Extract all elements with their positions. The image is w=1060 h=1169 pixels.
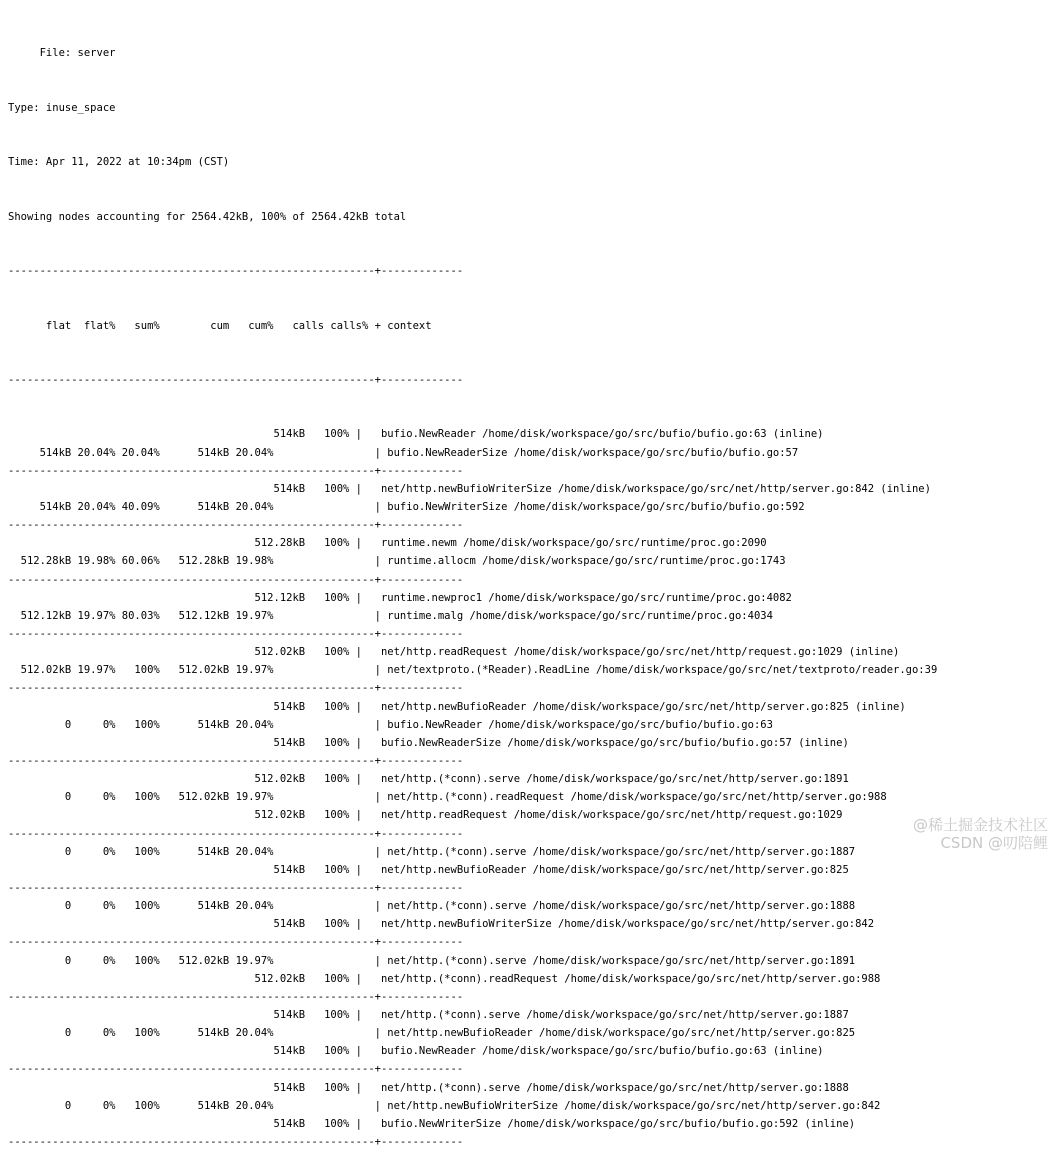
separator-line: ----------------------------------------------------------+------------- bbox=[8, 464, 464, 477]
node-line: 512.12kB 100% | runtime.newproc1 /home/disk/workspace/go/src/runtime/proc.go:4082 bbox=[8, 591, 792, 604]
node-line: 512.02kB 100% | net/http.(*conn).readRequest /home/disk/workspace/go/src/net/http/server.go:988 bbox=[8, 972, 881, 985]
node-line: 0 0% 100% 514kB 20.04% | net/http.(*conn).serve /home/disk/workspace/go/src/net/http/server.go:1887 bbox=[8, 845, 856, 858]
node-group bbox=[8, 1079, 1056, 1152]
node-line: 0 0% 100% 514kB 20.04% | bufio.NewReader /home/disk/workspace/go/src/bufio/bufio.go:63 bbox=[8, 718, 773, 731]
pprof-output bbox=[8, 8, 1056, 1169]
node-line: 512.02kB 100% | net/http.readRequest /home/disk/workspace/go/src/net/http/request.go:1029 bbox=[8, 809, 843, 822]
header-type: Type: inuse_space bbox=[8, 101, 116, 114]
node-line: 0 0% 100% 512.02kB 19.97% | net/http.(*conn).readRequest /home/disk/workspace/go/src/net/http/server.go:988 bbox=[8, 791, 887, 804]
watermark-line-2: CSDN @叨陪鲤 bbox=[940, 834, 1048, 852]
node-line: 512.02kB 100% | net/http.readRequest /home/disk/workspace/go/src/net/http/request.go:1029 (inline) bbox=[8, 646, 900, 659]
node-group bbox=[8, 897, 1056, 951]
separator-line: ----------------------------------------------------------+------------- bbox=[8, 682, 464, 695]
header-showing: Showing nodes accounting for 2564.42kB, 100% of 2564.42kB total bbox=[8, 210, 407, 223]
node-line: 514kB 100% | net/http.(*conn).serve /home/disk/workspace/go/src/net/http/server.go:1888 bbox=[8, 1081, 849, 1094]
node-line: 0 0% 100% 514kB 20.04% | net/http.(*conn).serve /home/disk/workspace/go/src/net/http/server.go:1888 bbox=[8, 900, 856, 913]
node-line: 514kB 100% | bufio.NewReader /home/disk/workspace/go/src/bufio/bufio.go:63 (inline) bbox=[8, 428, 824, 441]
node-line: 514kB 100% | net/http.newBufioReader /home/disk/workspace/go/src/net/http/server.go:825 (inline) bbox=[8, 700, 906, 713]
watermark-line-1: @稀土掘金技术社区 bbox=[912, 816, 1048, 834]
separator-line: ----------------------------------------------------------+------------- bbox=[8, 990, 464, 1003]
node-line: 514kB 100% | bufio.NewReader /home/disk/workspace/go/src/bufio/bufio.go:63 (inline) bbox=[8, 1045, 824, 1058]
node-line: 514kB 100% | bufio.NewWriterSize /home/disk/workspace/go/src/bufio/bufio.go:592 (inline) bbox=[8, 1117, 856, 1130]
node-group bbox=[8, 952, 1056, 1006]
node-line: 514kB 100% | net/http.(*conn).serve /home/disk/workspace/go/src/net/http/server.go:1887 bbox=[8, 1008, 849, 1021]
node-group bbox=[8, 698, 1056, 771]
node-group bbox=[8, 589, 1056, 643]
node-line: 512.12kB 19.97% 80.03% 512.12kB 19.97% | runtime.malg /home/disk/workspace/go/src/runtime/proc.go:4034 bbox=[8, 609, 773, 622]
node-line: 514kB 100% | net/http.newBufioWriterSize /home/disk/workspace/go/src/net/http/server.go:842 (inline) bbox=[8, 482, 931, 495]
node-line: 0 0% 100% 514kB 20.04% | net/http.newBufioWriterSize /home/disk/workspace/go/src/net/http/server.go:842 bbox=[8, 1099, 881, 1112]
node-line: 512.02kB 19.97% 100% 512.02kB 19.97% | net/textproto.(*Reader).ReadLine /home/disk/workspace/go/src/net/textproto/reader.go:39 bbox=[8, 664, 938, 677]
node-line: 512.28kB 100% | runtime.newm /home/disk/workspace/go/src/runtime/proc.go:2090 bbox=[8, 537, 767, 550]
separator-line: ----------------------------------------------------------+------------- bbox=[8, 374, 464, 387]
separator-line: ----------------------------------------------------------+------------- bbox=[8, 882, 464, 894]
node-group bbox=[8, 1006, 1056, 1079]
watermark bbox=[913, 816, 1048, 852]
separator-line: ----------------------------------------------------------+------------- bbox=[8, 1063, 464, 1076]
node-line: 514kB 20.04% 40.09% 514kB 20.04% | bufio.NewWriterSize /home/disk/workspace/go/src/bufio/bufio.go:592 bbox=[8, 501, 805, 514]
node-line: 0 0% 100% 514kB 20.04% | net/http.newBufioReader /home/disk/workspace/go/src/net/http/server.go:825 bbox=[8, 1027, 856, 1040]
separator-line: ----------------------------------------------------------+------------- bbox=[8, 573, 464, 586]
node-line: 514kB 100% | net/http.newBufioReader /home/disk/workspace/go/src/net/http/server.go:825 bbox=[8, 863, 849, 876]
node-line: 514kB 20.04% 20.04% 514kB 20.04% | bufio.NewReaderSize /home/disk/workspace/go/src/bufio/bufio.go:57 bbox=[8, 446, 799, 459]
node-line: 512.28kB 19.98% 60.06% 512.28kB 19.98% | runtime.allocm /home/disk/workspace/go/src/runtime/proc.go:1743 bbox=[8, 555, 786, 568]
separator-line: ----------------------------------------------------------+------------- bbox=[8, 936, 464, 949]
header-file: File: server bbox=[8, 47, 116, 60]
separator-line: ----------------------------------------------------------+------------- bbox=[8, 827, 464, 840]
node-line: 0 0% 100% 512.02kB 19.97% | net/http.(*conn).serve /home/disk/workspace/go/src/net/http/server.go:1891 bbox=[8, 954, 856, 967]
node-group bbox=[8, 770, 1056, 843]
node-groups bbox=[8, 425, 1056, 1151]
node-group bbox=[8, 843, 1056, 897]
node-group bbox=[8, 643, 1056, 697]
separator-line: ----------------------------------------------------------+------------- bbox=[8, 628, 464, 641]
node-line: 514kB 100% | net/http.newBufioWriterSize /home/disk/workspace/go/src/net/http/server.go:842 bbox=[8, 918, 875, 931]
separator-line: ----------------------------------------------------------+------------- bbox=[8, 519, 464, 532]
node-line: 512.02kB 100% | net/http.(*conn).serve /home/disk/workspace/go/src/net/http/server.go:1891 bbox=[8, 773, 849, 786]
node-group bbox=[8, 425, 1056, 479]
node-group bbox=[8, 534, 1056, 588]
separator-line: ----------------------------------------------------------+------------- bbox=[8, 265, 464, 278]
node-line: 514kB 100% | bufio.NewReaderSize /home/disk/workspace/go/src/bufio/bufio.go:57 (inline) bbox=[8, 736, 849, 749]
separator-line: ----------------------------------------------------------+------------- bbox=[8, 755, 464, 768]
column-header: flat flat% sum% cum cum% calls calls% + context bbox=[8, 319, 432, 332]
separator-line: ----------------------------------------------------------+------------- bbox=[8, 1135, 464, 1148]
node-group bbox=[8, 480, 1056, 534]
header-time: Time: Apr 11, 2022 at 10:34pm (CST) bbox=[8, 156, 230, 169]
